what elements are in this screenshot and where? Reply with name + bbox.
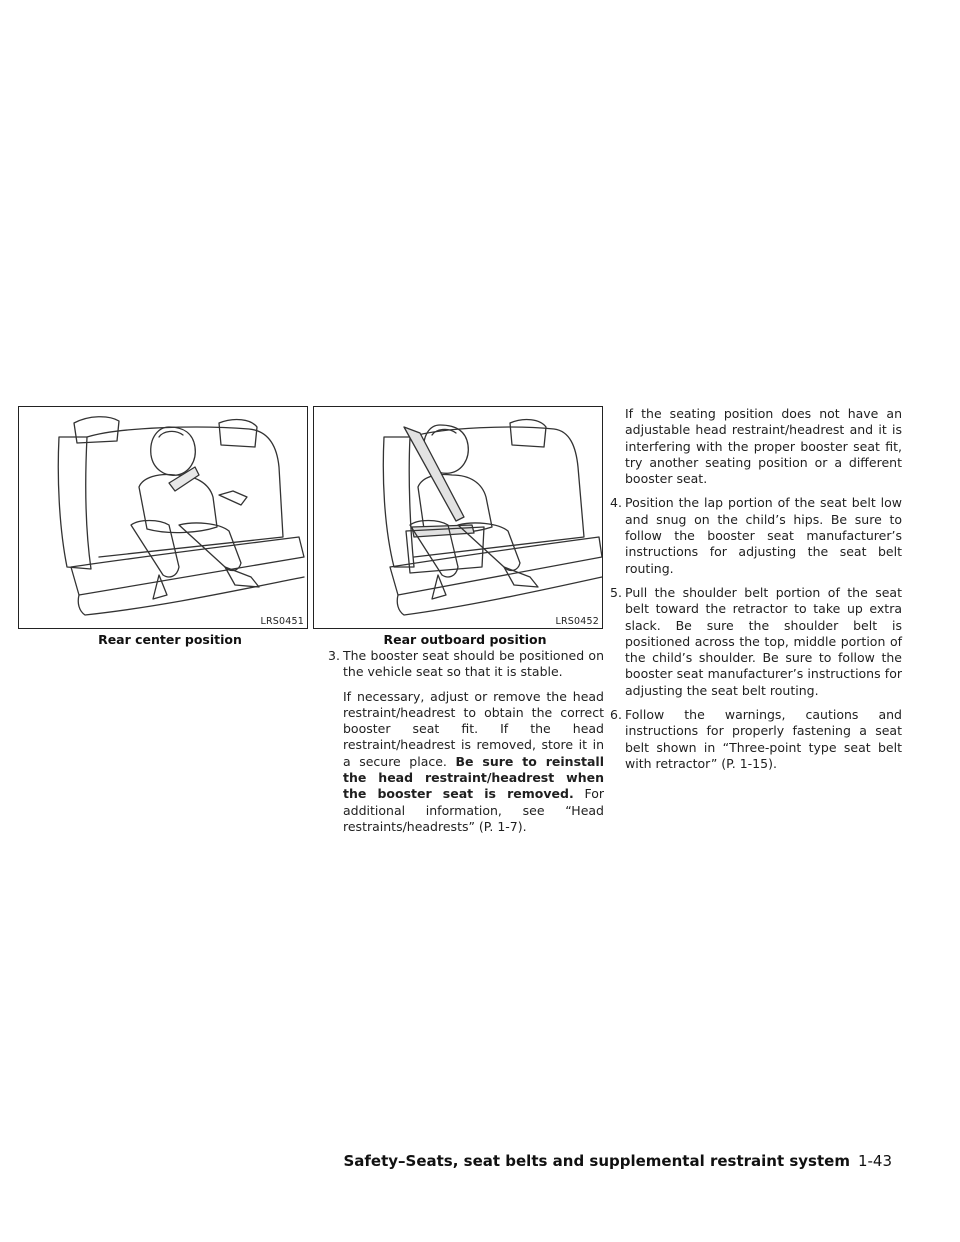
item-text: Position the lap portion of the seat belt low and snug on the child’s hips. Be sure to follow the booster seat manufacturer’s instructions for adjusting the seat belt routing. (625, 495, 902, 576)
rear-outboard-illustration (314, 407, 603, 629)
figure-rear-center (18, 406, 308, 629)
figure-code: LRS0451 (260, 616, 304, 627)
list-item (328, 648, 604, 681)
paragraph (328, 689, 604, 836)
paragraph: If the seating position does not have an adjustable head restraint/headrest and it is interfering with the proper booster seat fit, try another seating position or a different booster seat. (625, 406, 902, 487)
paragraph-text: If necessary, adjust or remove the head restraint/headrest to obtain the correct booster seat fit. If the head restraint/headrest is removed, store it in a secure place. (343, 688, 604, 769)
item-number: 3. (328, 648, 340, 663)
section-title: Safety–Seats, seat belts and supplemental restraint system (343, 1152, 850, 1170)
item-text: The booster seat should be positioned on the vehicle seat so that it is stable. (343, 648, 604, 680)
figure-caption: Rear outboard position (383, 632, 547, 647)
paragraph-text: For additional information, see “Head restraints/headrests” (P. 1-7). (343, 786, 604, 834)
figure-caption: Rear center position (98, 632, 242, 647)
warning-text: Be sure to reinstall the head restraint/headrest when the booster seat is removed. (343, 753, 604, 802)
text-column-middle (328, 648, 604, 835)
list-item (610, 495, 902, 576)
item-number: 6. (610, 707, 622, 723)
text-column-right (610, 406, 902, 772)
figure-code: LRS0452 (555, 616, 599, 627)
list-item (610, 585, 902, 699)
item-number: 4. (610, 495, 622, 511)
item-number: 5. (610, 584, 622, 600)
page-number: 1-43 (857, 1152, 892, 1170)
list-item (610, 707, 902, 772)
figure-rear-outboard (313, 406, 603, 629)
item-text: Pull the shoulder belt portion of the seat belt toward the retractor to take up extra slack. Be sure the shoulder belt is positioned across the top, middle portion of the child’s shoulder. Be sure to follow the booster seat manufacturer’s instructions for adjusting the seat belt routing. (625, 584, 902, 698)
rear-center-illustration (19, 407, 308, 629)
page-footer (0, 1152, 892, 1170)
item-text: Follow the warnings, cautions and instructions for properly fastening a seat belt shown in “Three-point type seat belt with retractor” (P. 1-15). (625, 707, 902, 771)
